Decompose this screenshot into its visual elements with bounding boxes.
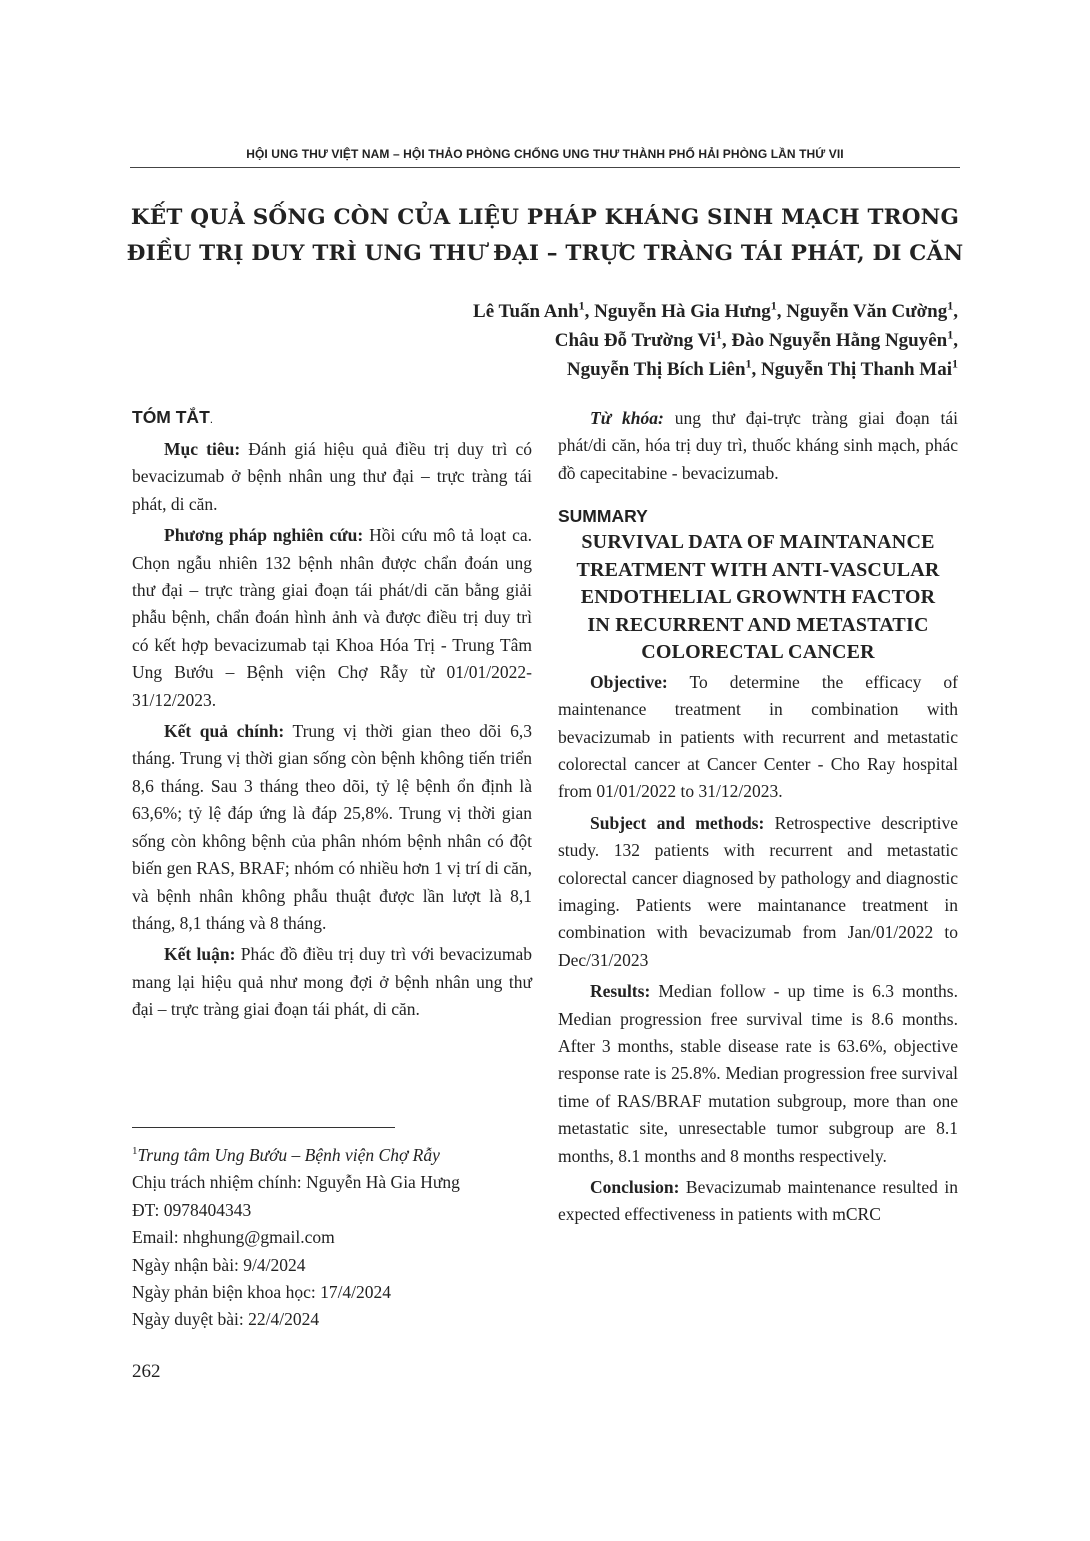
abstract-heading-text: TÓM TẮT [132, 407, 210, 427]
author-name: Lê Tuấn Anh [473, 301, 579, 322]
abstract-heading-dot: . [209, 412, 214, 426]
objective-label: Mục tiêu: [164, 439, 241, 459]
results-text: Median follow - up time is 6.3 months. Median progression free survival time is 8.6 months. After 3 months, stable disease rate is 63.6%, objective response rate is 25.8%. Median progression free survival time of RAS/BRAF mutation subgroup, more than one metastatic site, unresectable tumor subgroup are 8.1 months, 8.1 months and 8 months respectively. [558, 981, 958, 1166]
author-affiliation-mark: 1 [715, 327, 722, 342]
conclusion-label: Conclusion: [590, 1177, 680, 1198]
author-name: Nguyễn Thị Thanh Mai [761, 359, 952, 380]
author-affiliation-mark: 1 [745, 356, 752, 371]
author-separator: , [721, 330, 732, 351]
footnote-phone: ĐT: 0978404343 [132, 1199, 252, 1220]
summary-conclusion [558, 1174, 958, 1229]
author-separator: , [751, 359, 762, 380]
author-name: Nguyễn Hà Gia Hưng [594, 301, 771, 322]
author-name: Nguyễn Thị Bích Liên [566, 359, 746, 380]
objective-text: To determine the efficacy of maintenance treatment in combination with bevacizumab in patients with recurrent and metastatic colorectal cancer at Cancer Center - Cho Ray hospital from 01/01/2022 to 31/12/2023. [558, 671, 958, 802]
author-list [258, 297, 958, 384]
author-affiliation-mark: 1 [947, 327, 954, 342]
summary-title-line: SURVIVAL DATA OF MAINTANANCE [581, 531, 935, 554]
footnote-corresponding: Chịu trách nhiệm chính: Nguyễn Hà Gia Hưng [132, 1172, 460, 1193]
affiliation-text: Trung tâm Ung Bướu – Bệnh viện Chợ Rẫy [137, 1145, 440, 1165]
header-divider [130, 167, 960, 168]
author-line-3 [258, 355, 958, 384]
footnote-divider [132, 1127, 395, 1128]
title-line-2: ĐIỀU TRỊ DUY TRÌ UNG THƯ ĐẠI – TRỰC TRÀNG TÁI PHÁT, DI CĂN [126, 241, 964, 266]
abstract-results [132, 718, 532, 937]
objective-text: Đánh giá hiệu quả điều trị duy trì có bevacizumab ở bệnh nhân ung thư đại – trực tràng tái phát, di căn. [132, 439, 532, 514]
author-affiliation-mark: 1 [770, 298, 777, 313]
abstract-conclusion [132, 941, 532, 1023]
author-name: Đào Nguyễn Hằng Nguyên [731, 330, 948, 351]
footnote-accepted: Ngày duyệt bài: 22/4/2024 [132, 1309, 320, 1330]
abstract-methods [132, 522, 532, 714]
page-number: 262 [132, 1361, 161, 1382]
footnote-received: Ngày nhận bài: 9/4/2024 [132, 1254, 306, 1275]
author-separator: , [584, 301, 595, 322]
conclusion-label: Kết luận: [164, 944, 236, 965]
summary-title-line: TREATMENT WITH ANTI-VASCULAR [576, 558, 940, 581]
author-name: Châu Đỗ Trường Vi [554, 330, 716, 351]
keywords [558, 405, 958, 487]
keywords-label: Từ khóa: [590, 408, 664, 428]
author-line-1 [258, 297, 958, 326]
summary-title-line: ENDOTHELIAL GROWNTH FACTOR [580, 586, 936, 609]
results-label: Results: [590, 981, 651, 1002]
conclusion-text: Bevacizumab maintenance resulted in expected effectiveness in patients with mCRC [558, 1177, 958, 1225]
keywords-text: ung thư đại-trực tràng giai đoạn tái phát/di căn, hóa trị duy trì, thuốc kháng sinh mạch, phác đồ capecitabine - bevacizumab. [558, 408, 958, 483]
author-separator: , [953, 301, 958, 322]
article-title [90, 200, 1000, 272]
author-name: Nguyễn Văn Cường [786, 301, 948, 322]
summary-title [558, 529, 958, 667]
author-affiliation-mark: 1 [947, 298, 954, 313]
summary-results [558, 978, 958, 1170]
title-line-1: KẾT QUẢ SỐNG CÒN CỦA LIỆU PHÁP KHÁNG SINH MẠCH TRONG [130, 205, 960, 230]
summary-objective [558, 669, 958, 806]
running-header: HỘI UNG THƯ VIỆT NAM – HỘI THẢO PHÒNG CHỐNG UNG THƯ THÀNH PHỐ HẢI PHÒNG LẦN THỨ VII [246, 147, 844, 161]
summary-english [558, 405, 958, 1229]
methods-label: Phương pháp nghiên cứu: [164, 525, 364, 546]
author-line-2 [258, 326, 958, 355]
author-separator: , [776, 301, 787, 322]
results-text: Trung vị thời gian theo dõi 6,3 tháng. Trung vị thời gian sống còn bệnh không tiến triển 8,6 tháng. Sau 3 tháng theo dõi, tỷ lệ bệnh ổn định là 63,6%; tỷ lệ đáp ứng là đáp 25,8%. Trung vị thời gian sống còn không bệnh của phân nhóm bệnh nhân có đột biến gen RAS, BRAF; nhóm có nhiều hơn 1 vị trí di căn, và bệnh nhân không phẫu thuật được lần lượt là 8,1 tháng, 8,1 tháng và 8 tháng. [132, 721, 532, 933]
footnote-affiliation [132, 1142, 552, 1169]
conclusion-text: Phác đồ điều trị duy trì với bevacizumab mang lại hiệu quả như mong đợi ở bệnh nhân ung thư đại – trực tràng giai đoạn tái phát, di căn. [132, 944, 532, 1020]
author-affiliation-mark: 1 [578, 298, 585, 313]
abstract-heading [132, 405, 532, 431]
summary-title-line: COLORECTAL CANCER [641, 641, 875, 664]
affiliation-mark: 1 [132, 1145, 138, 1158]
abstract-objective [132, 436, 532, 518]
objective-label: Objective: [590, 671, 668, 692]
summary-methods [558, 810, 958, 974]
summary-title-line: IN RECURRENT AND METASTATIC [587, 613, 929, 636]
methods-text: Hồi cứu mô tả loạt ca. Chọn ngẫu nhiên 132 bệnh nhân được chẩn đoán ung thư đại – trực tràng giai đoạn tái phát/di căn bằng giải phẫu bệnh, chẩn đoán hình ảnh và được điều trị duy trì có kết hợp bevacizumab tại Khoa Hóa Trị - Trung Tâm Ung Bướu – Bệnh viện Chợ Rẫy từ 01/01/2022-31/12/2023. [132, 525, 532, 710]
methods-text: Retrospective descriptive study. 132 patients with recurrent and metastatic colorectal cancer diagnosed by pathology and diagnostic imaging. Patients were maintanance treatment in combination with bevacizumab from Jan/01/2022 to Dec/31/2023 [558, 812, 958, 970]
abstract-vietnamese [132, 405, 532, 1024]
author-affiliation-mark: 1 [952, 356, 958, 371]
author-separator: , [953, 330, 958, 351]
footnote-email: Email: nhghung@gmail.com [132, 1227, 335, 1248]
methods-label: Subject and methods: [590, 812, 765, 833]
footnote-reviewed: Ngày phản biện khoa học: 17/4/2024 [132, 1282, 392, 1303]
summary-heading: SUMMARY [558, 506, 648, 527]
footnotes [132, 1142, 552, 1334]
results-label: Kết quả chính: [164, 721, 285, 742]
